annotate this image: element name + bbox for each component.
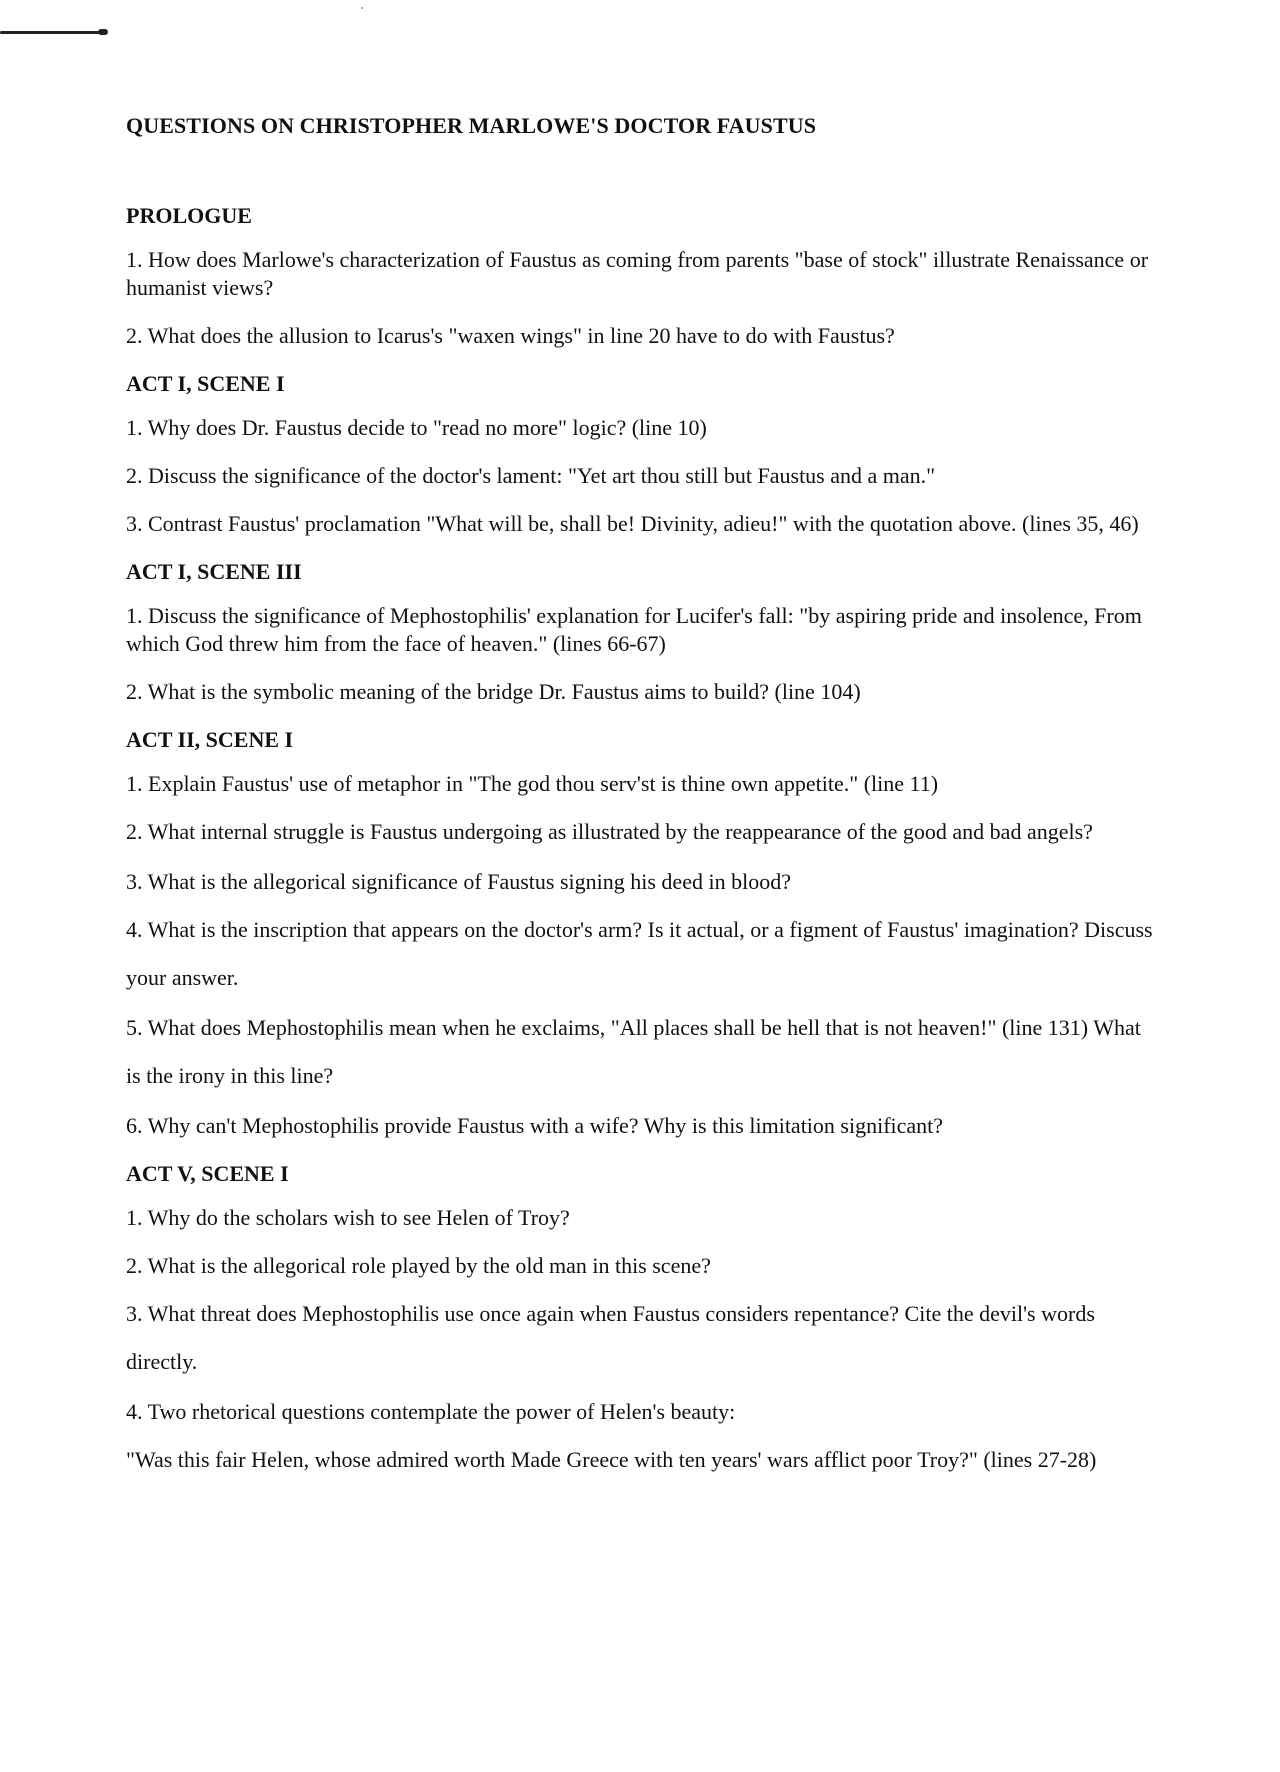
quotation: "Was this fair Helen, whose admired worth Made Greece with ten years' wars afflict poor Troy?" (lines 27-28) bbox=[126, 1447, 1097, 1472]
question-item: 6. Why can't Mephostophilis provide Faustus with a wife? Why is this limitation significant? bbox=[126, 1113, 944, 1138]
question-item: 3. What is the allegorical significance of Faustus signing his deed in blood? bbox=[126, 869, 791, 894]
question-item: 3. What threat does Mephostophilis use once again when Faustus considers repentance? Cite the devil's words directly. bbox=[126, 1301, 1095, 1374]
scan-artifact-mark bbox=[0, 31, 106, 34]
section-heading-act1-scene1: ACT I, SCENE I bbox=[126, 371, 285, 396]
section-heading-act5-scene1: ACT V, SCENE I bbox=[126, 1161, 289, 1186]
document-page bbox=[126, 112, 1156, 1474]
question-item: 1. How does Marlowe's characterization of Faustus as coming from parents "base of stock" illustrate Renaissance or humanist views? bbox=[126, 247, 1149, 300]
question-item: 1. Why does Dr. Faustus decide to "read no more" logic? (line 10) bbox=[126, 415, 707, 440]
section-heading-act1-scene3: ACT I, SCENE III bbox=[126, 559, 302, 584]
question-item: 2. What does the allusion to Icarus's "waxen wings" in line 20 have to do with Faustus? bbox=[126, 323, 895, 348]
question-item: 1. Discuss the significance of Mephostophilis' explanation for Lucifer's fall: "by aspiring pride and insolence, From which God threw him from the face of heaven." (lines 66-67) bbox=[126, 603, 1142, 656]
question-item: 4. What is the inscription that appears on the doctor's arm? Is it actual, or a figment of Faustus' imagination? Discuss your answer. bbox=[126, 917, 1153, 990]
question-item: 2. Discuss the significance of the doctor's lament: "Yet art thou still but Faustus and a man." bbox=[126, 463, 936, 488]
scan-artifact-dot bbox=[361, 7, 363, 9]
section-heading-act2-scene1: ACT II, SCENE I bbox=[126, 727, 294, 752]
question-item: 3. Contrast Faustus' proclamation "What will be, shall be! Divinity, adieu!" with the quotation above. (lines 35, 46) bbox=[126, 511, 1139, 536]
question-item: 1. Why do the scholars wish to see Helen of Troy? bbox=[126, 1205, 570, 1230]
question-item: 4. Two rhetorical questions contemplate the power of Helen's beauty: bbox=[126, 1399, 736, 1424]
section-heading-prologue: PROLOGUE bbox=[126, 203, 252, 228]
question-item: 2. What internal struggle is Faustus undergoing as illustrated by the reappearance of the good and bad angels? bbox=[126, 819, 1093, 844]
document-title: QUESTIONS ON CHRISTOPHER MARLOWE'S DOCTOR FAUSTUS bbox=[126, 113, 817, 138]
question-item: 2. What is the symbolic meaning of the bridge Dr. Faustus aims to build? (line 104) bbox=[126, 679, 861, 704]
question-item: 5. What does Mephostophilis mean when he exclaims, "All places shall be hell that is not heaven!" (line 131) What is the irony in this line? bbox=[126, 1015, 1141, 1088]
question-item: 1. Explain Faustus' use of metaphor in "The god thou serv'st is thine own appetite." (line 11) bbox=[126, 771, 939, 796]
question-item: 2. What is the allegorical role played by the old man in this scene? bbox=[126, 1253, 711, 1278]
